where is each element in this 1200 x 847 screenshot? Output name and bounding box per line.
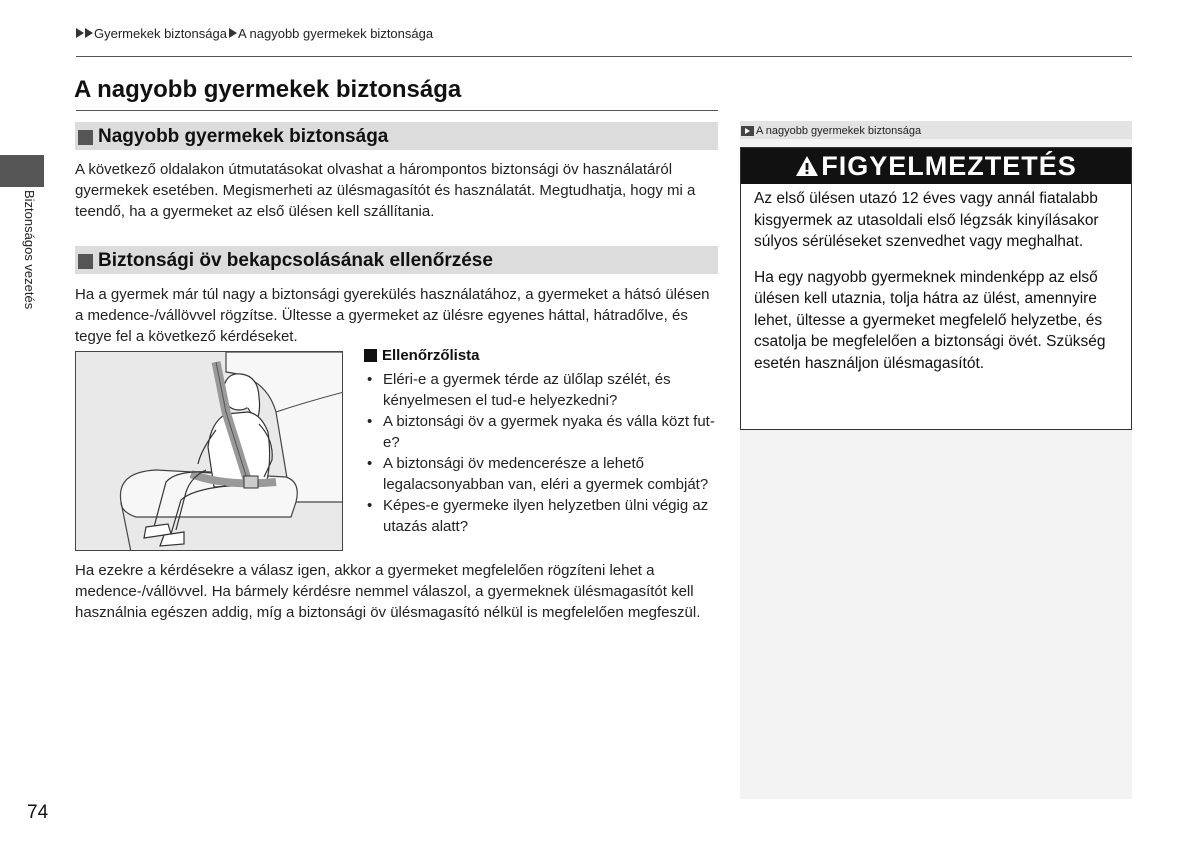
list-item: • A biztonsági öv medencerésze a lehető legalacsonyabban van, eléri a gyermek combját?: [364, 453, 716, 495]
list-item: • A biztonsági öv a gyermek nyaka és válla közt fut-e?: [364, 411, 716, 453]
section-heading: [75, 246, 718, 274]
reference-arrow-icon: [741, 126, 754, 136]
breadcrumb: [76, 26, 433, 41]
page-title: A nagyobb gyermekek biztonsága: [74, 76, 462, 103]
child-seatbelt-illustration: [75, 351, 343, 551]
warning-box: [740, 147, 1132, 430]
warning-header: [741, 148, 1131, 184]
side-panel-reference[interactable]: [740, 121, 1132, 139]
square-bullet-icon: [364, 349, 377, 362]
section-outro: Ha ezekre a kérdésekre a válasz igen, akkor a gyermeket megfelelően rögzíteni lehet a medence-/vállövvel. Ha bármely kérdésre nemmel válaszol, a gyermeknek ülésmagasítót kell használnia egészen addig, míg a biztonsági öv ülésmagasító nélkül is megfelelően megfeszül.: [75, 562, 701, 621]
checklist: [364, 369, 716, 537]
warning-triangle-icon: [795, 154, 819, 178]
section-heading-text: Biztonsági öv bekapcsolásának ellenőrzése: [98, 250, 493, 271]
page-number: 74: [27, 802, 49, 823]
section-heading: [75, 122, 718, 150]
warning-title: FIGYELMEZTETÉS: [821, 150, 1077, 181]
checklist-title: [364, 347, 480, 364]
warning-paragraph: Az első ülésen utazó 12 éves vagy annál fiatalabb kisgyermek az utasoldali első légzsák kinyílásakor súlyos sérüléseket szenvedhet vagy meghalhat.: [754, 190, 1099, 250]
reference-title: A nagyobb gyermekek biztonsága: [756, 125, 922, 137]
breadcrumb-item[interactable]: Gyermekek biztonsága: [94, 26, 227, 41]
warning-body: [741, 184, 1131, 374]
checklist-title-text: Ellenőrzőlista: [382, 347, 480, 364]
square-bullet-icon: [78, 130, 93, 145]
warning-paragraph: Ha egy nagyobb gyermeknek mindenképp az első ülésen kell utaznia, tolja hátra az ülést, amennyire lehet, ültesse a gyermeket megfelelő helyzetbe, és csatolja be megfelelően a biztonsági övét. Szükség esetén használjon ülésmagasítót.: [754, 268, 1106, 372]
section-intro: Ha a gyermek már túl nagy a biztonsági gyerekülés használatához, a gyermeket a hátsó ülésen a medence-/vállövvel rögzítse. Ültesse a gyermeket az ülésre egyenes háttal, hátradőlve, és tegye fel a következő kérdéseket.: [75, 286, 710, 345]
section-heading-text: Nagyobb gyermekek biztonsága: [98, 126, 389, 147]
section-body: A következő oldalakon útmutatásokat olvashat a hárompontos biztonsági öv használatáról gyermekek esetében. Megismerheti az ülésmagasítót és használatát. Megtudhatja, hogy mi a teendő, ha a gyermeket az első ülésen kell szállítania.: [75, 161, 696, 220]
divider: [76, 56, 1132, 57]
list-item: • Eléri-e a gyermek térde az ülőlap szélét, és kényelmesen el tud-e helyezkedni?: [364, 369, 716, 411]
arrow-icon: [229, 28, 237, 38]
breadcrumb-item[interactable]: A nagyobb gyermekek biztonsága: [237, 26, 434, 41]
list-item: • Képes-e gyermeke ilyen helyzetben ülni végig az utazás alatt?: [364, 495, 716, 537]
arrow-icon: [76, 28, 84, 38]
square-bullet-icon: [78, 254, 93, 269]
chapter-tab: [0, 155, 44, 187]
divider: [76, 110, 718, 111]
arrow-icon: [85, 28, 93, 38]
chapter-label: Biztonságos vezetés: [22, 190, 37, 310]
